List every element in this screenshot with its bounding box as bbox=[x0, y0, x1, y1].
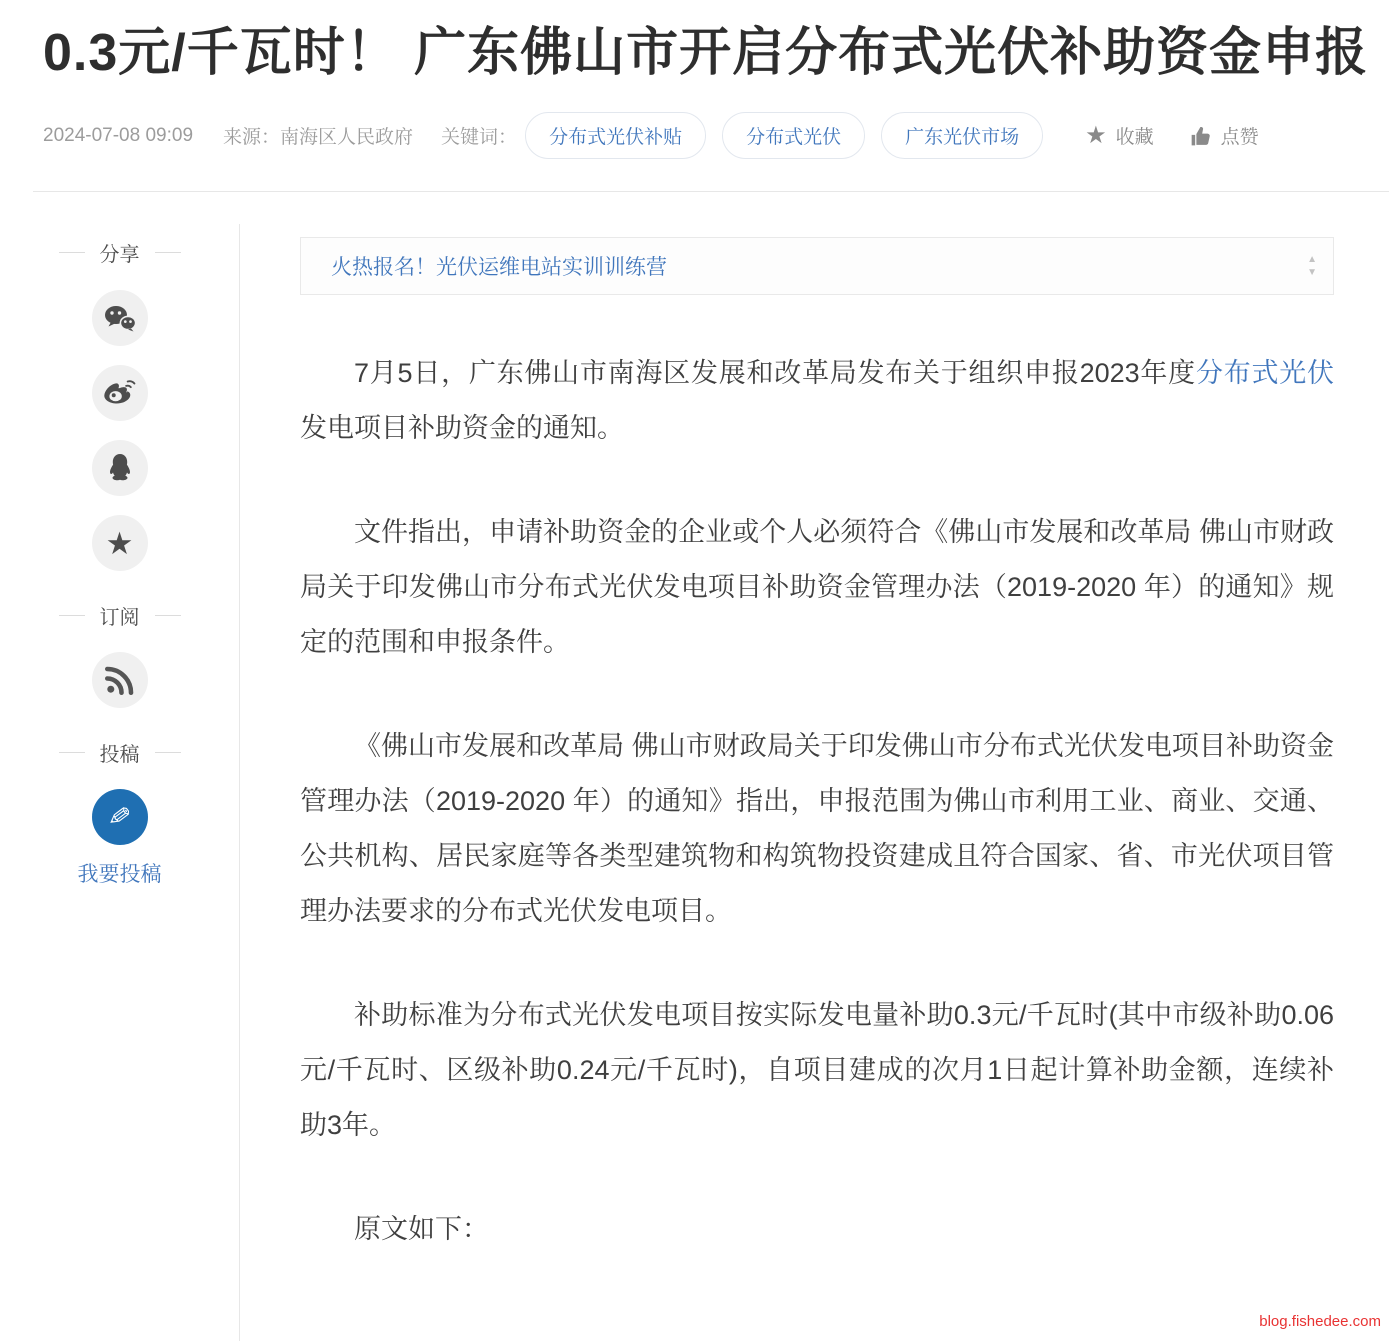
publish-date: 2024-07-08 09:09 bbox=[43, 124, 194, 146]
banner-carousel-controls bbox=[1307, 238, 1317, 294]
qq-icon bbox=[107, 453, 133, 483]
article-paragraph-1 bbox=[300, 346, 1334, 456]
pen-icon: ✎ bbox=[106, 800, 133, 833]
paragraph-text: 发电项目补助资金的通知。 bbox=[300, 413, 624, 443]
article-paragraph-2: 文件指出，申请补助资金的企业或个人必须符合《佛山市发展和改革局 佛山市财政局关于印发佛山市分布式光伏发电项目补助资金管理办法（2019-2020 年）的通知》规定的范围和申报条件。 bbox=[300, 517, 1334, 657]
keyword-tag-3[interactable]: 广东光伏市场 bbox=[881, 112, 1043, 159]
keyword-tag-1[interactable]: 分布式光伏补贴 bbox=[525, 112, 706, 159]
label-dash bbox=[155, 615, 181, 616]
arrow-up-icon[interactable]: ▲ bbox=[1307, 253, 1317, 265]
qzone-share-button[interactable] bbox=[92, 515, 148, 571]
keywords-label: 关键词： bbox=[441, 127, 518, 148]
like-label: 点赞 bbox=[1220, 127, 1259, 148]
favorite-label: 收藏 bbox=[1115, 127, 1154, 148]
label-dash bbox=[155, 752, 181, 753]
share-label: 分享 bbox=[99, 244, 140, 266]
body-columns bbox=[0, 224, 1389, 1341]
submit-label: 投稿 bbox=[99, 744, 140, 766]
article-paragraph-5: 原文如下： bbox=[354, 1214, 489, 1244]
header-divider bbox=[33, 191, 1389, 192]
label-dash bbox=[59, 615, 85, 616]
article-meta bbox=[43, 112, 1375, 159]
submit-post-button[interactable] bbox=[92, 789, 148, 845]
star-icon: ★ bbox=[1085, 121, 1107, 149]
qq-share-button[interactable] bbox=[92, 440, 148, 496]
share-section-label bbox=[59, 238, 181, 267]
submit-section-label bbox=[59, 738, 181, 767]
label-dash bbox=[59, 752, 85, 753]
rss-icon bbox=[105, 665, 135, 695]
like-button[interactable] bbox=[1190, 122, 1259, 149]
watermark: blog.fishedee.com bbox=[1259, 1313, 1381, 1330]
subscribe-label: 订阅 bbox=[99, 607, 140, 629]
wechat-icon bbox=[104, 305, 136, 332]
inline-article-link[interactable]: 分布式光伏 bbox=[1195, 358, 1334, 388]
label-dash bbox=[59, 252, 85, 253]
promo-banner-link[interactable]: 火热报名！光伏运维电站实训训练营 bbox=[331, 256, 667, 279]
source-value: 南海区人民政府 bbox=[280, 127, 414, 148]
thumbs-up-icon bbox=[1190, 125, 1212, 147]
share-sidebar bbox=[0, 224, 240, 1341]
source-label: 来源： bbox=[223, 127, 281, 148]
article-paragraph-4: 补助标准为分布式光伏发电项目按实际发电量补助0.3元/千瓦时(其中市级补助0.06元/千瓦时、区级补助0.24元/千瓦时)，自项目建成的次月1日起计算补助金额，连续补助3年。 bbox=[300, 1000, 1334, 1140]
subscribe-section-label bbox=[59, 601, 181, 630]
wechat-share-button[interactable] bbox=[92, 290, 148, 346]
article-body bbox=[300, 346, 1334, 1257]
main-content bbox=[240, 224, 1389, 1341]
weibo-share-button[interactable] bbox=[92, 365, 148, 421]
rss-subscribe-button[interactable] bbox=[92, 652, 148, 708]
article-paragraph-3: 《佛山市发展和改革局 佛山市财政局关于印发佛山市分布式光伏发电项目补助资金管理办法（2019-2020 年）的通知》指出，申报范围为佛山市利用工业、商业、交通、公共机构、居民家庭等各类型建筑物和构筑物投资建成且符合国家、省、市光伏项目管理办法要求的分布式光伏发电项目。 bbox=[300, 731, 1334, 926]
qzone-icon: ★ bbox=[105, 525, 134, 561]
article-source bbox=[223, 122, 413, 149]
page-title: 0.3元/千瓦时！ 广东佛山市开启分布式光伏补助资金申报 bbox=[43, 24, 1369, 82]
favorite-button[interactable] bbox=[1085, 122, 1154, 149]
paragraph-text: 7月5日，广东佛山市南海区发展和改革局发布关于组织申报2023年度 bbox=[354, 358, 1196, 388]
label-dash bbox=[155, 252, 181, 253]
promo-banner bbox=[300, 237, 1334, 295]
arrow-down-icon[interactable]: ▼ bbox=[1307, 266, 1317, 278]
keyword-tag-2[interactable]: 分布式光伏 bbox=[722, 112, 865, 159]
submit-post-link[interactable]: 我要投稿 bbox=[77, 863, 162, 886]
weibo-icon bbox=[104, 379, 136, 407]
article-header bbox=[0, 0, 1389, 159]
